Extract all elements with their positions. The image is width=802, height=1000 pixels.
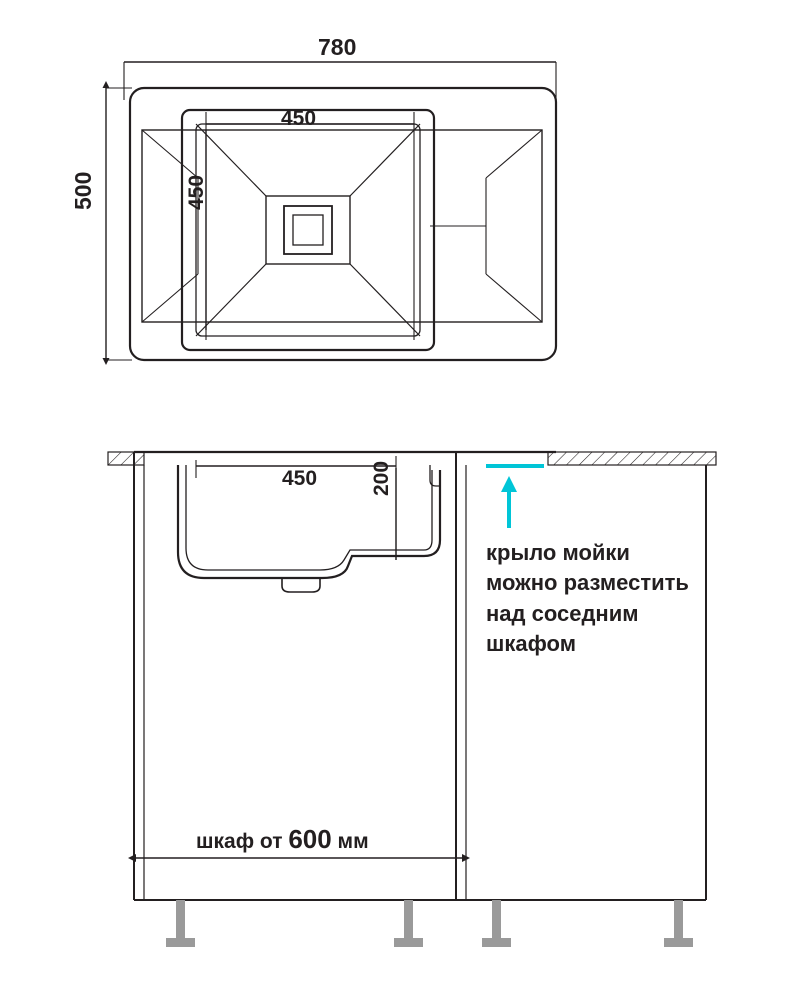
cabinet-label-prefix: шкаф от xyxy=(196,830,289,853)
dimension-label-side-width: 450 xyxy=(282,467,318,490)
top-view-group xyxy=(106,62,556,360)
wing-note-text: крыло мойки можно разместить над соседним шкафом xyxy=(486,540,689,657)
sink-wing-top xyxy=(142,130,542,322)
countertop-hatch-right xyxy=(548,452,716,465)
cabinet-label-suffix: мм xyxy=(331,830,369,853)
dimension-bowl-width-450 xyxy=(206,112,414,340)
cabinet-label-value: 600 xyxy=(288,824,332,854)
up-arrow-icon xyxy=(501,476,517,528)
side-view-group xyxy=(108,452,716,947)
sink-outline-top xyxy=(130,88,556,360)
dimension-width-780 xyxy=(124,62,556,100)
dimension-label-side-depth: 200 xyxy=(370,460,393,496)
sink-bowl-top xyxy=(182,107,434,350)
drain-outlet xyxy=(282,578,320,592)
cabinet-legs xyxy=(166,900,693,947)
countertop-hatch-left xyxy=(108,452,144,465)
dimension-label-500: 500 xyxy=(70,171,96,210)
cabinet-width-label xyxy=(196,824,369,855)
dimension-label-bowl-depth: 450 xyxy=(185,174,208,210)
dimension-label-bowl-width: 450 xyxy=(281,107,317,130)
dimension-height-500 xyxy=(106,88,132,360)
dimension-label-780: 780 xyxy=(318,34,357,60)
